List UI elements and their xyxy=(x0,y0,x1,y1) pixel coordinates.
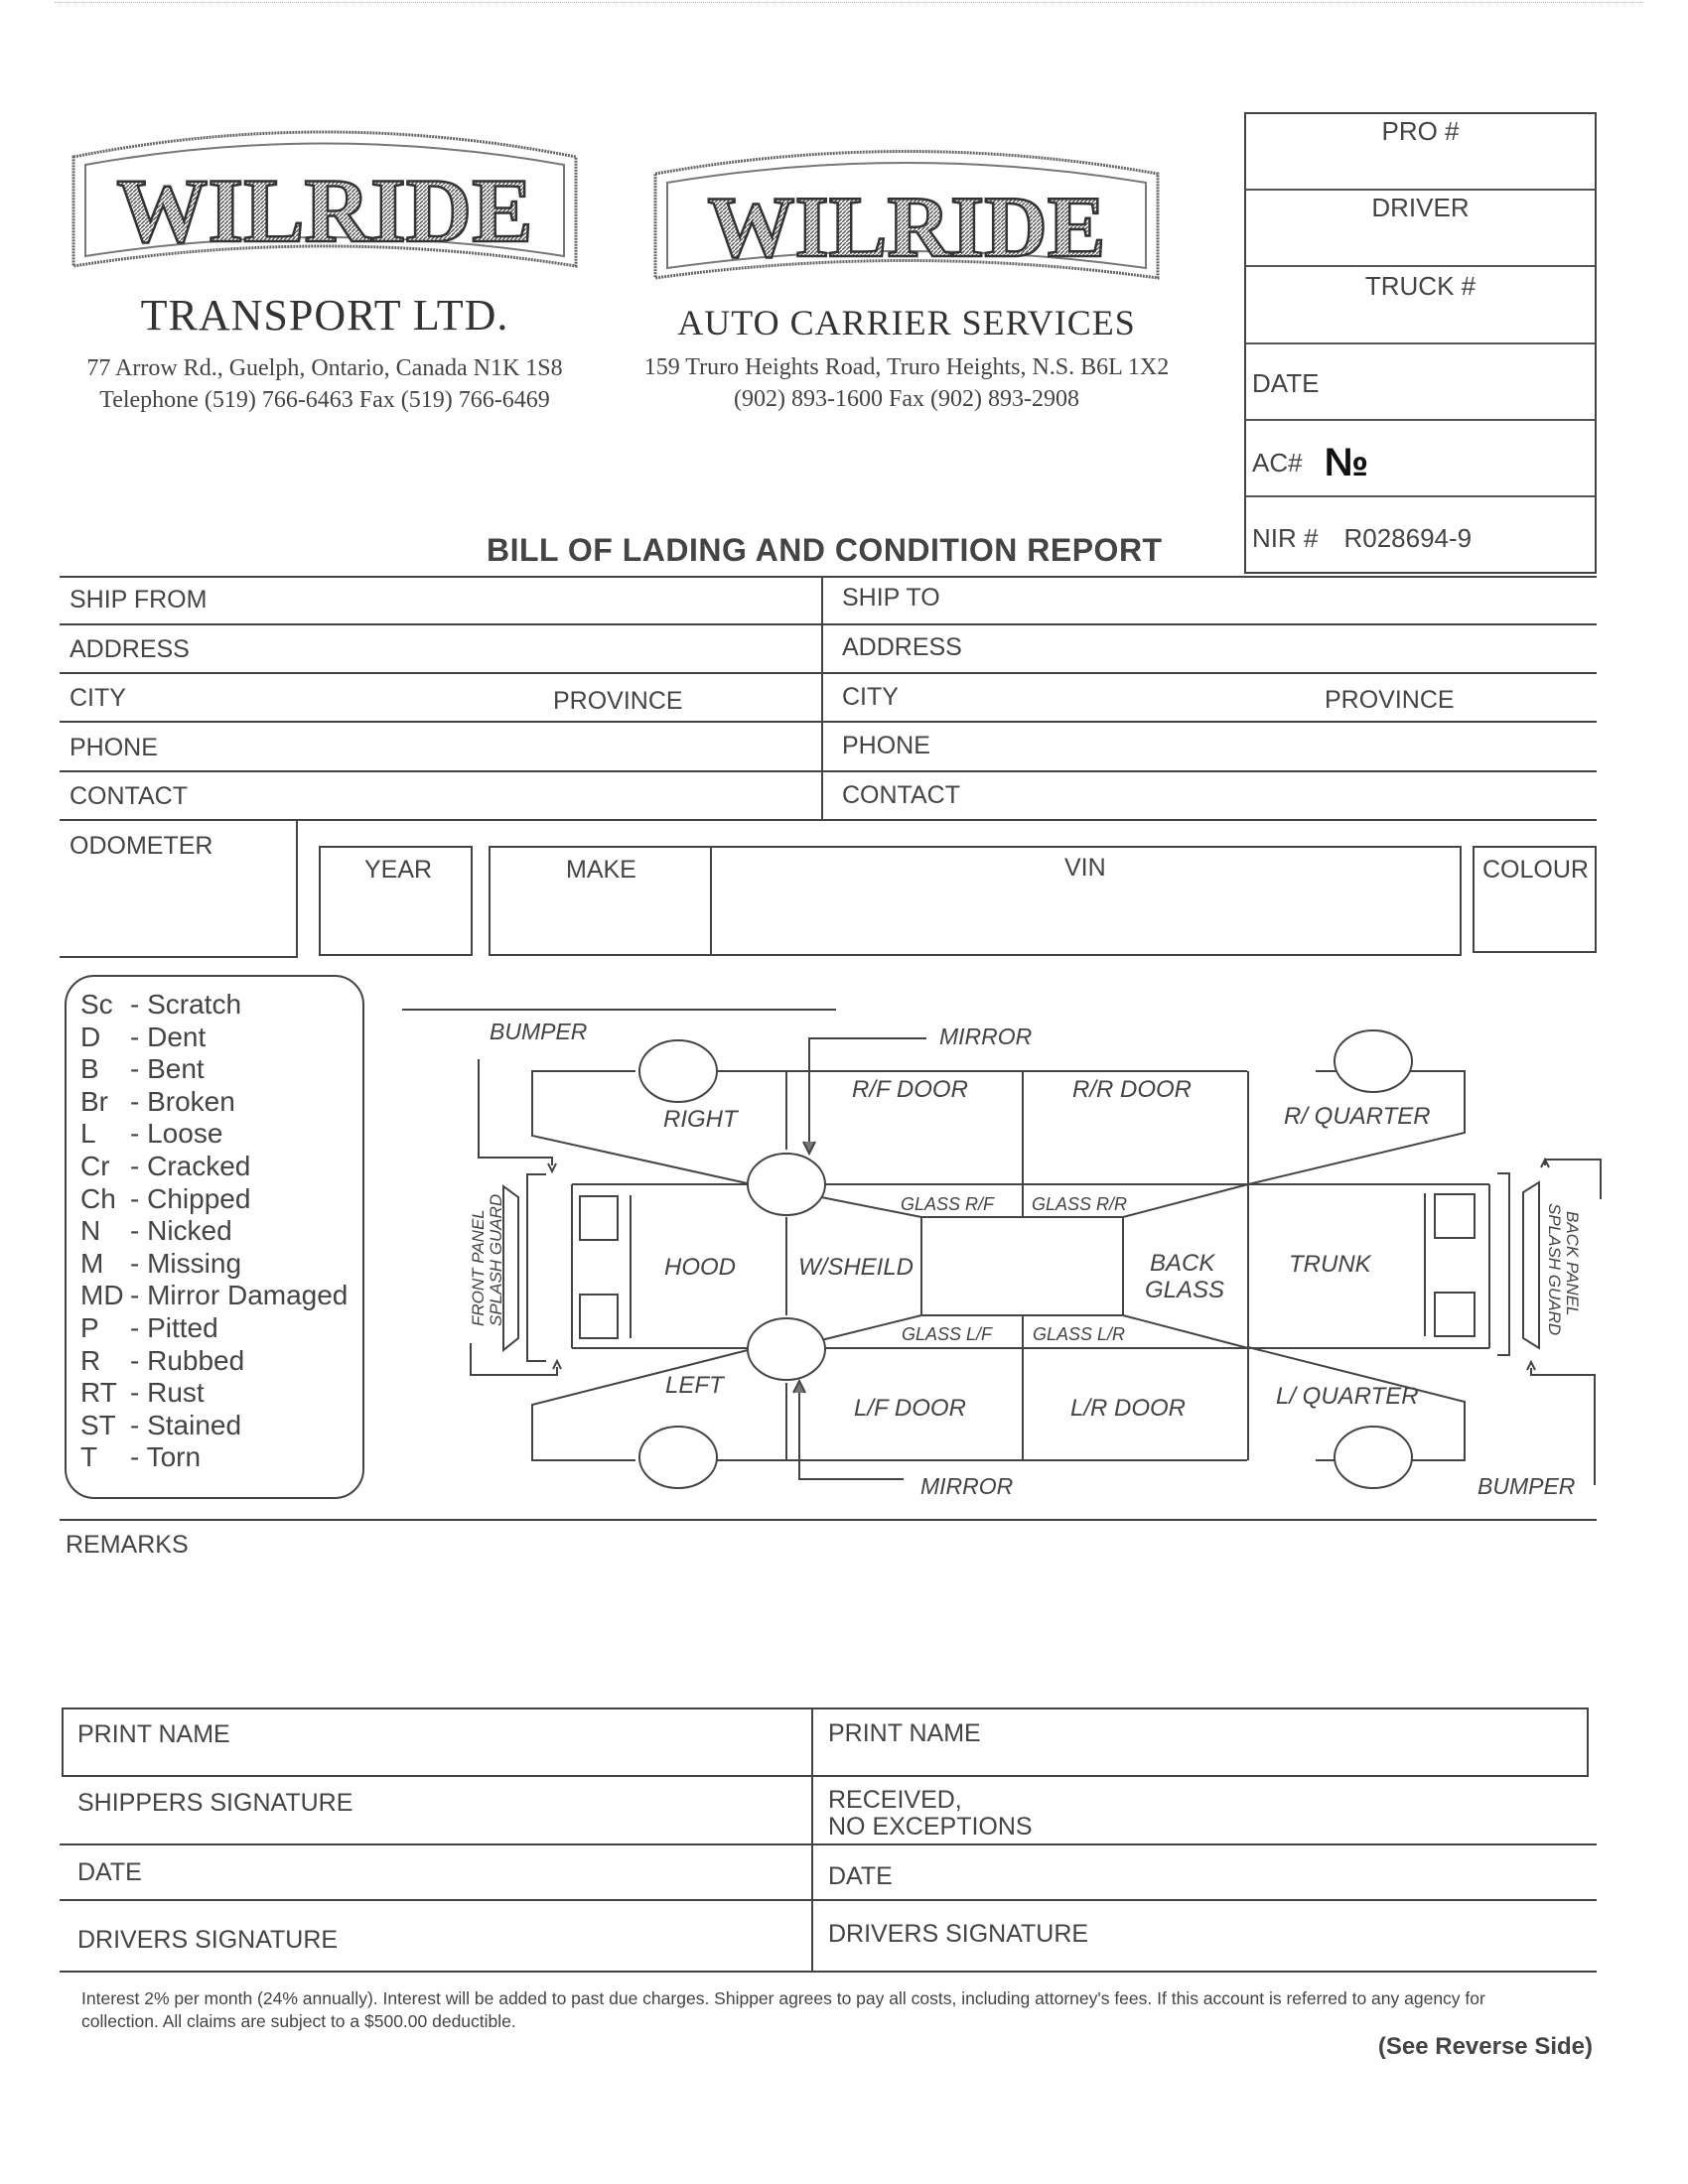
print-name-box xyxy=(62,1707,1589,1777)
ship-to-city-field[interactable]: CITY xyxy=(842,683,899,711)
make-field[interactable]: MAKE xyxy=(566,856,636,884)
panel-lr-door: L/R DOOR xyxy=(1070,1395,1187,1422)
panel-glass-rr: GLASS R/R xyxy=(1032,1194,1128,1214)
scan-edge xyxy=(55,2,1643,7)
ship-to-address-field[interactable]: ADDRESS xyxy=(842,633,962,661)
mirror-left-label: MIRROR xyxy=(920,1473,1014,1499)
receiver-driver-signature-field[interactable]: DRIVERS SIGNATURE xyxy=(828,1920,1089,1948)
svg-text:WILRIDE: WILRIDE xyxy=(116,160,533,261)
divider xyxy=(811,1707,813,1971)
legend-item: Sc - Scratch xyxy=(80,989,242,1020)
vehicle-condition-diagram[interactable] xyxy=(397,993,1628,1509)
company-block-auto-carrier xyxy=(612,302,1201,415)
truck-number-field[interactable]: TRUCK # xyxy=(1246,267,1595,343)
shipper-signature-field[interactable]: SHIPPERS SIGNATURE xyxy=(77,1789,353,1817)
legend-item: P - Pitted xyxy=(80,1311,218,1343)
legend-item: Cr - Cracked xyxy=(80,1150,251,1181)
nir-value: R028694-9 xyxy=(1343,522,1473,553)
document-title: BILL OF LADING AND CONDITION REPORT xyxy=(487,532,1163,568)
ship-from-contact-field[interactable]: CONTACT xyxy=(70,782,188,810)
divider xyxy=(60,1519,1597,1521)
receiver-print-name-field[interactable]: PRINT NAME xyxy=(828,1719,981,1747)
odometer-field[interactable]: ODOMETER xyxy=(70,832,213,860)
legend-item: D - Dent xyxy=(80,1021,207,1052)
legend-item: N - Nicked xyxy=(80,1215,232,1247)
back-panel-label: BACK PANEL xyxy=(1563,1211,1582,1316)
legend-item: MD - Mirror Damaged xyxy=(80,1280,349,1311)
legend-item: ST - Stained xyxy=(80,1409,242,1440)
front-panel-label: FRONT PANEL xyxy=(469,1209,488,1326)
ship-from-phone-field[interactable]: PHONE xyxy=(70,734,158,761)
panel-right: RIGHT xyxy=(663,1106,738,1133)
wilride-logo-transport xyxy=(66,117,584,296)
back-splash-guard-label: SPLASH GUARD xyxy=(1545,1203,1564,1336)
divider xyxy=(60,672,1597,674)
panel-glass-rf: GLASS R/F xyxy=(901,1194,995,1214)
number-symbol: № xyxy=(1324,440,1369,484)
divider xyxy=(60,1899,1597,1901)
panel-hood: HOOD xyxy=(664,1254,736,1281)
divider xyxy=(60,1843,1597,1845)
ship-to-contact-field[interactable]: CONTACT xyxy=(842,781,960,809)
reference-box xyxy=(1244,112,1597,574)
front-splash-guard-label: SPLASH GUARD xyxy=(487,1193,505,1326)
ship-to-phone-field[interactable]: PHONE xyxy=(842,732,930,759)
company-block-transport xyxy=(66,290,584,416)
ac-number-field[interactable]: AC# № xyxy=(1246,421,1595,497)
receiver-date-field[interactable]: DATE xyxy=(828,1862,893,1890)
ship-from-address-field[interactable]: ADDRESS xyxy=(70,635,190,663)
vin-field[interactable]: VIN xyxy=(1064,854,1106,882)
remarks-field[interactable]: REMARKS xyxy=(66,1531,189,1559)
panel-l-quarter: L/ QUARTER xyxy=(1276,1383,1419,1410)
svg-text:WILRIDE: WILRIDE xyxy=(707,180,1106,276)
shipper-driver-signature-field[interactable]: DRIVERS SIGNATURE xyxy=(77,1926,339,1954)
received-no-exceptions-field[interactable]: RECEIVED, NO EXCEPTIONS xyxy=(828,1786,1033,1841)
bumper-front-label: BUMPER xyxy=(490,1019,588,1044)
company-address: 77 Arrow Rd., Guelph, Ontario, Canada N1K 1S8 xyxy=(86,355,563,381)
legend-item: M - Missing xyxy=(80,1247,242,1279)
legend-item: B - Bent xyxy=(80,1053,205,1085)
panel-rf-door: R/F DOOR xyxy=(852,1076,968,1103)
driver-field[interactable]: DRIVER xyxy=(1246,191,1595,267)
wilride-logo-auto-carrier xyxy=(647,139,1166,308)
divider xyxy=(60,576,1597,578)
legend-item: Br - Broken xyxy=(80,1085,235,1117)
legend-item: RT - Rust xyxy=(80,1377,205,1409)
divider xyxy=(60,721,1597,723)
panel-windshield: W/SHEILD xyxy=(798,1254,914,1281)
panel-r-quarter: R/ QUARTER xyxy=(1284,1103,1431,1130)
nir-number-field[interactable]: NIR # R028694-9 xyxy=(1252,522,1473,553)
panel-lf-door: L/F DOOR xyxy=(854,1395,966,1422)
panel-back-glass: BACK xyxy=(1150,1250,1215,1277)
ship-to-province-field[interactable]: PROVINCE xyxy=(1325,686,1455,714)
divider xyxy=(821,576,823,819)
mirror-right-label: MIRROR xyxy=(939,1024,1033,1049)
see-reverse-side: (See Reverse Side) xyxy=(1377,2033,1593,2060)
divider xyxy=(296,819,298,958)
terms-text: Interest 2% per month (24% annually). Interest will be added to past due charges. Shipper agrees to pay all costs, including attorney's fees. If this account is referred to any agency for collection. All claims are subject to a $500.00 deductible. xyxy=(81,1988,1485,2031)
panel-left: LEFT xyxy=(665,1372,724,1399)
legend-item: Ch - Chipped xyxy=(80,1182,251,1214)
shipper-print-name-field[interactable]: PRINT NAME xyxy=(77,1720,230,1748)
panel-glass-lf: GLASS L/F xyxy=(902,1324,993,1344)
legend-item: T - Torn xyxy=(80,1441,202,1473)
damage-code-legend xyxy=(65,975,364,1499)
company-phone: Telephone (519) 766-6463 Fax (519) 766-6469 xyxy=(99,387,550,413)
divider xyxy=(60,956,296,958)
shipper-date-field[interactable]: DATE xyxy=(77,1858,142,1886)
colour-field[interactable]: COLOUR xyxy=(1473,846,1597,953)
ship-to-field[interactable]: SHIP TO xyxy=(842,584,940,612)
panel-glass-lr: GLASS L/R xyxy=(1033,1324,1126,1344)
divider xyxy=(60,623,1597,625)
make-vin-box xyxy=(489,846,1462,956)
company-name: TRANSPORT LTD. xyxy=(140,291,509,340)
company-address: 159 Truro Heights Road, Truro Heights, N.S. B6L 1X2 xyxy=(643,354,1170,380)
panel-trunk: TRUNK xyxy=(1289,1251,1371,1278)
legend-item: R - Rubbed xyxy=(80,1344,245,1376)
panel-back-glass: GLASS xyxy=(1145,1277,1225,1303)
panel-rr-door: R/R DOOR xyxy=(1072,1076,1192,1103)
legend-item: L - Loose xyxy=(80,1118,223,1150)
divider xyxy=(60,1971,1597,1973)
pro-number-field[interactable]: PRO # xyxy=(1246,114,1595,191)
bumper-rear-label: BUMPER xyxy=(1477,1473,1576,1499)
company-phone: (902) 893-1600 Fax (902) 893-2908 xyxy=(734,386,1079,412)
ship-from-province-field[interactable]: PROVINCE xyxy=(553,687,683,715)
divider xyxy=(60,770,1597,772)
divider xyxy=(710,848,712,954)
date-field[interactable]: DATE xyxy=(1246,344,1595,421)
divider xyxy=(60,819,1597,821)
ship-from-field[interactable]: SHIP FROM xyxy=(70,586,208,614)
company-name: AUTO CARRIER SERVICES xyxy=(677,303,1136,342)
ship-from-city-field[interactable]: CITY xyxy=(70,684,126,712)
year-field[interactable]: YEAR xyxy=(319,846,473,956)
